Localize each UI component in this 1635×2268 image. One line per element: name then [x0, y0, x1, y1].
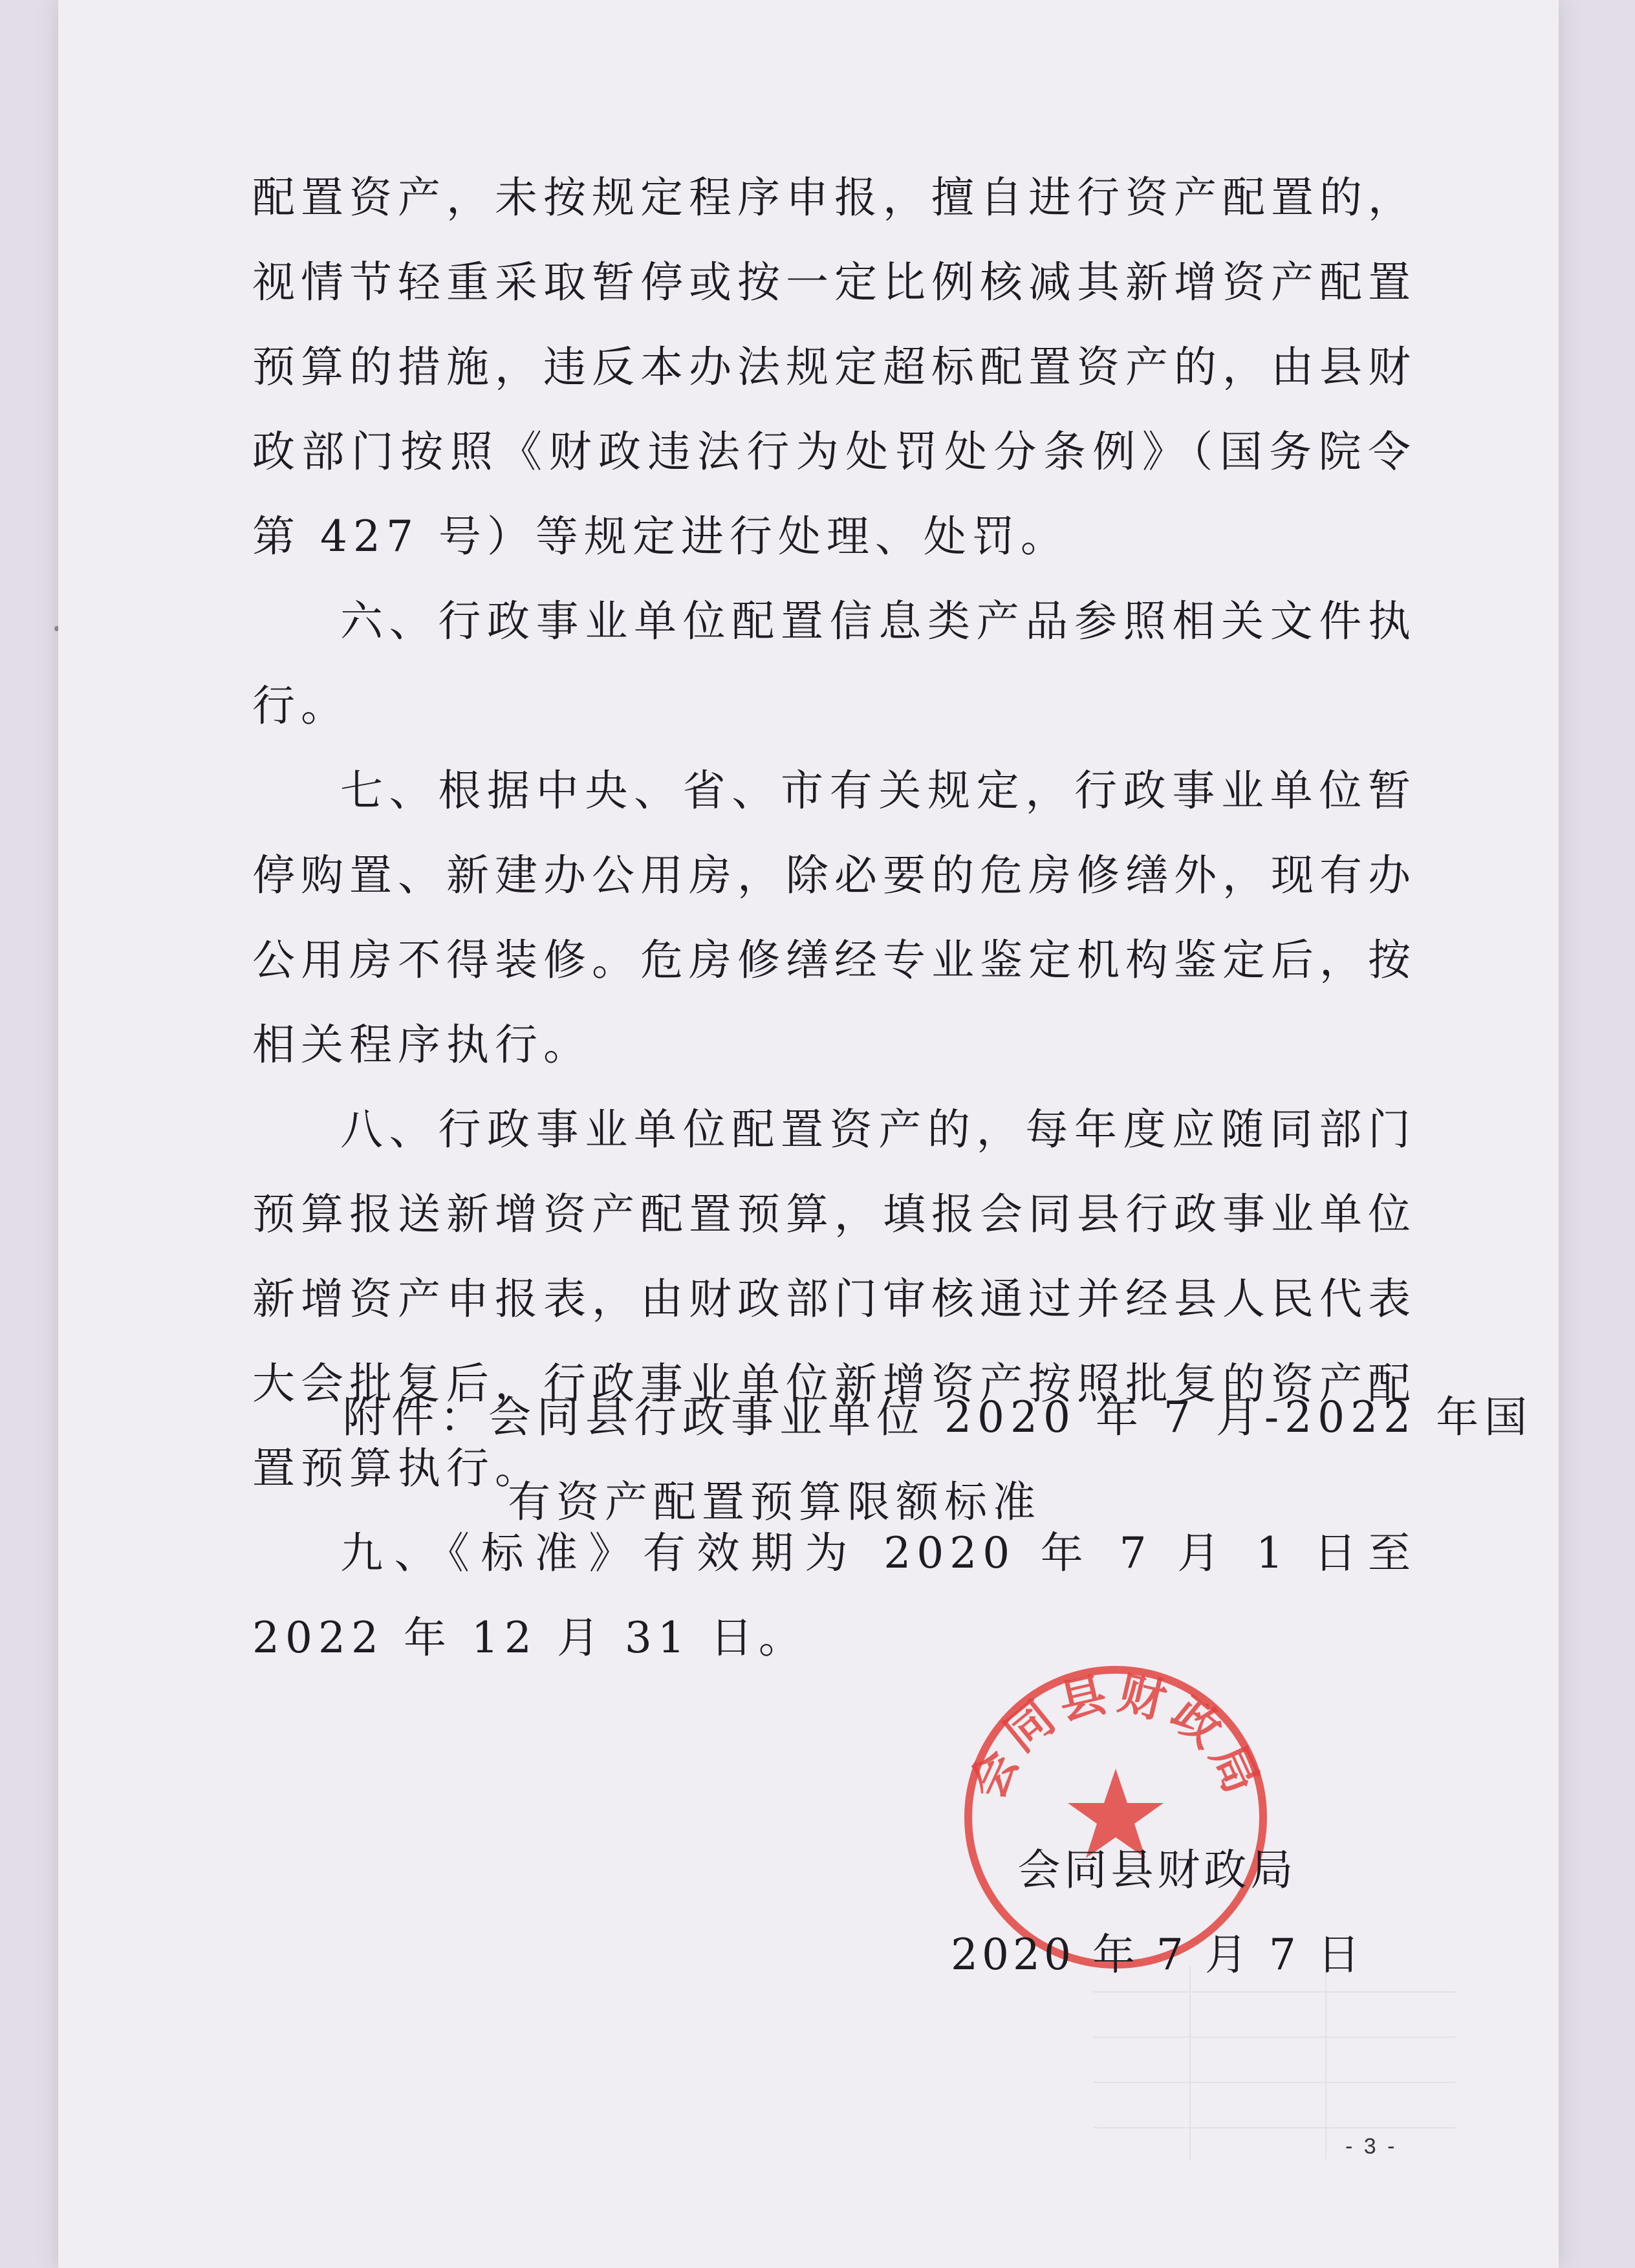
paragraph-2: 六、行政事业单位配置信息类产品参照相关文件执行。	[252, 596, 1416, 731]
paragraph-5: 九、《标准》有效期为 2020 年 7 月 1 日至 2022 年 12 月 31 日。	[252, 1528, 1416, 1663]
document-page	[58, 0, 1559, 2268]
signature-date: 2020 年 7 月 7 日	[951, 1930, 1364, 1980]
signature-block	[951, 1828, 1364, 1997]
paragraph-4: 八、行政事业单位配置资产的，每年度应随同部门预算报送新增资产配置预算，填报会同县行政事业单位新增资产申报表，由财政部门审核通过并经县人民代表大会批复后，行政事业单位新增资产按照批复的资产配置预算执行。	[252, 1105, 1416, 1493]
page-number: - 3 -	[1345, 2134, 1398, 2159]
signature-org: 会同县财政局	[1017, 1845, 1297, 1895]
attachment-note: 附件：会同县行政事业单位 2020 年 7 月-2022 年国有资产配置预算限额标准	[343, 1392, 1533, 1527]
seal-text: 会同县财政局	[958, 1665, 1273, 1808]
paragraph-3: 七、根据中央、省、市有关规定，行政事业单位暂停购置、新建办公用房，除必要的危房修缮外，现有办公用房不得装修。危房修缮经专业鉴定机构鉴定后，按相关程序执行。	[252, 766, 1416, 1070]
paragraph-1: 配置资产，未按规定程序申报，擅自进行资产配置的，视情节轻重采取暂停或按一定比例核减其新增资产配置预算的措施，违反本办法规定超标配置资产的，由县财政部门按照《财政违法行为处罚处分条例》（国务院令第 427 号）等规定进行处理、处罚。	[252, 173, 1416, 561]
